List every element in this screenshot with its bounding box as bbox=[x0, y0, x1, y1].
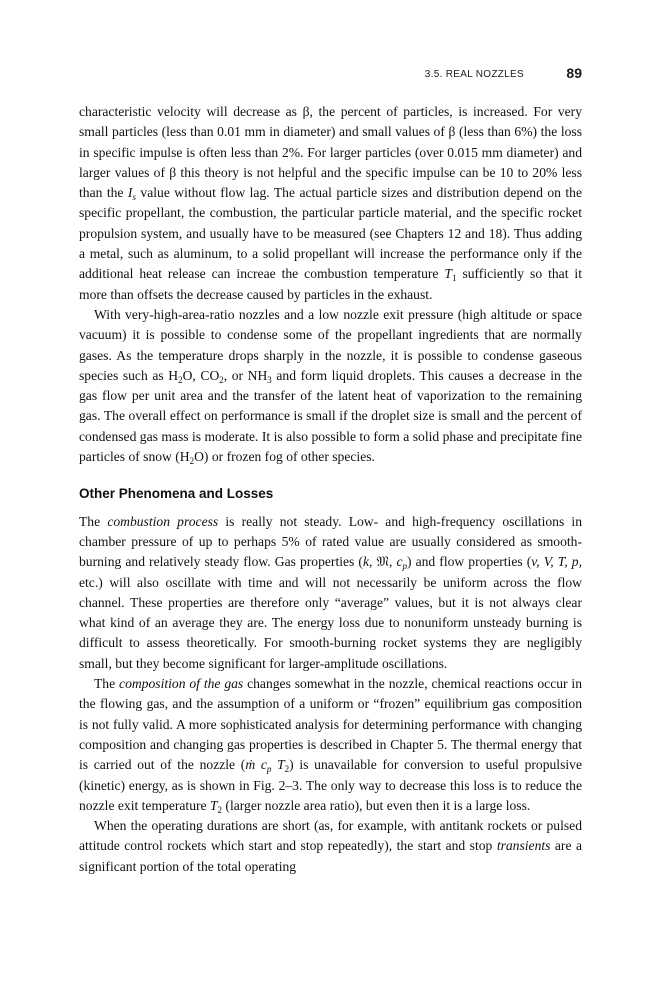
running-head bbox=[79, 65, 582, 85]
paragraph-combustion: The combustion process is really not steady. Low- and high-frequency oscillations in chamber pressure of up to perhaps 5% of rated value are usually considered as smooth-burning and relatively steady flow. Gas properties (k, 𝔐, $c_p$) and flow properties (v, V, T, p, etc.) will also oscillate with time and will not necessarily be uniform across the flow channel. These properties are therefore only “average” values, but it is not always clear what kind of an average they are. The energy loss due to nonuniform unsteady burning is difficult to assess theoretically. For smooth-burning rocket systems they are negligibly small, but they become significant for larger-amplitude oscillations. bbox=[79, 513, 582, 671]
page-number: 89 bbox=[566, 65, 582, 81]
paragraph-particles: characteristic velocity will decrease as β, the percent of particles, is increased. For very small particles (less than 0.01 mm in diameter) and small values of β (less than 6%) the loss in specific impulse is often less than 2%. For larger particles (over 0.015 mm diameter) and larger values of β this theory is not helpful and the specific impulse can be 10 to 20% less than the $I_s$ value without flow lag. The actual particle sizes and distribution depend on the specific propellant, the combustion, the particular particle material, and the specific rocket propulsion system, and usually have to be measured (see Chapters 12 and 18). Thus adding a metal, such as aluminum, to a solid propellant will increase the performance only if the additional heat release can increae the combustion temperature $T_1$ sufficiently so that it more than offsets the decrease caused by particles in the exhaust. bbox=[79, 104, 582, 302]
section-heading: Other Phenomena and Losses bbox=[79, 486, 274, 502]
paragraph-transients: When the operating durations are short (as, for example, with antitank rockets or pulsed attitude control rockets which start and stop repeatedly), the start and stop transients are a significant portion of the total operating bbox=[79, 818, 582, 874]
section-title: 3.5. REAL NOZZLES bbox=[424, 69, 524, 80]
paragraph-composition: The composition of the gas changes somewhat in the nozzle, chemical reactions occur in the flowing gas, and the assumption of a uniform or “frozen” equilibrium gas composition is not fully valid. A more sophisticated analysis for determining performance with changing composition and changing gas properties is described in Chapter 5. The thermal energy that is carried out of the nozzle (ṁ $c_p$ $T_2$) is unavailable for conversion to useful propulsive (kinetic) energy, as is shown in Fig. 2–3. The only way to decrease this loss is to reduce the nozzle exit temperature $T_2$ (larger nozzle area ratio), but even then it is a large loss. bbox=[79, 676, 583, 815]
paragraph-condensation: With very-high-area-ratio nozzles and a low nozzle exit pressure (high altitude or space vacuum) it is possible to condense some of the propellant ingredients that are normally gases. As the temperature drops sharply in the nozzle, it is possible to condense gaseous species such as $H_2O$, $CO_2$, or $NH_3$ and form liquid droplets. This causes a decrease in the gas flow per unit area and the transfer of the latent heat of vaporization to the remaining gas. The overall effect on performance is small if the droplet size is small and the percent of condensed gas mass is moderate. It is also possible to form a solid phase and precipitate fine particles of snow $(H_2O)$ or frozen fog of other species. bbox=[79, 306, 582, 467]
body-text bbox=[79, 102, 582, 877]
